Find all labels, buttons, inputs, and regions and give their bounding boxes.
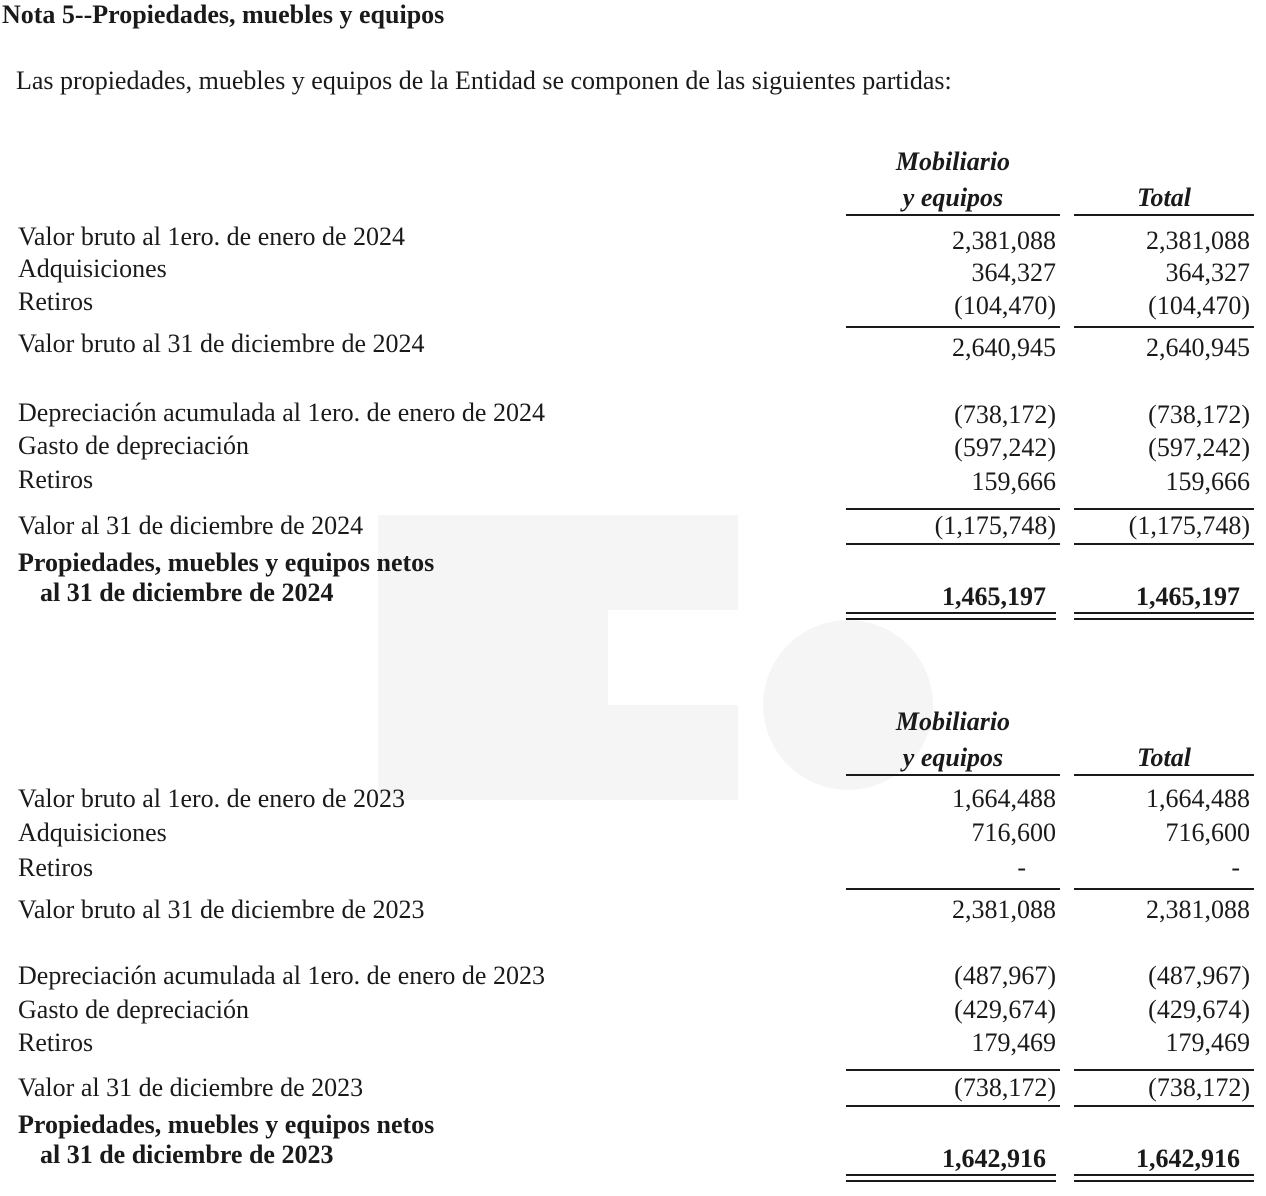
double-underline [846, 612, 1056, 620]
table-row: Retiros 179,469 179,469 [18, 1028, 1250, 1057]
column-header-mobiliario: Mobiliario y equipos [895, 147, 1011, 212]
column-header-total: Total [1137, 743, 1191, 772]
table-row: Adquisiciones 716,600 716,600 [18, 818, 1250, 847]
table-row: Depreciación acumulada al 1ero. de enero de 2023 (487,967) (487,967) [18, 961, 1250, 990]
double-underline [1074, 1174, 1254, 1182]
subtotal-line [1074, 888, 1254, 890]
note-intro: Las propiedades, muebles y equipos de la Entidad se componen de las siguientes partidas: [16, 66, 952, 95]
header-underline [846, 214, 1060, 216]
subtotal-line [1074, 543, 1254, 545]
subtotal-line [846, 543, 1060, 545]
double-underline [846, 1174, 1056, 1182]
table-row: Depreciación acumulada al 1ero. de enero de 2024 (738,172) (738,172) [18, 398, 1250, 429]
net-total-row: 1,465,197 1,465,197 [942, 582, 1240, 611]
table-row: Valor bruto al 1ero. de enero de 2024 2,381,088 2,381,088 [18, 222, 1250, 255]
subtotal-line [846, 1105, 1060, 1107]
double-underline [1074, 612, 1254, 620]
table-row: Gasto de depreciación (429,674) (429,674) [18, 995, 1250, 1024]
table-row: Gasto de depreciación (597,242) (597,242) [18, 431, 1250, 462]
table-row: Retiros - - [18, 853, 1240, 882]
subtotal-line [1074, 1105, 1254, 1107]
table-row: Valor al 31 de diciembre de 2023 (738,172) (738,172) [18, 1073, 1250, 1102]
table-row: Valor bruto al 1ero. de enero de 2023 1,664,488 1,664,488 [18, 784, 1250, 813]
table-row: Retiros 159,666 159,666 [18, 465, 1250, 496]
table-row: Valor al 31 de diciembre de 2024 (1,175,748) (1,175,748) [18, 511, 1250, 540]
column-header-mobiliario: Mobiliario y equipos [895, 707, 1011, 772]
header-underline [1074, 214, 1254, 216]
table-row: Valor bruto al 31 de diciembre de 2024 2,640,945 2,640,945 [18, 329, 1250, 362]
column-header-total: Total [1137, 183, 1191, 212]
header-underline [1074, 774, 1254, 776]
net-total-label: Propiedades, muebles y equipos netos al 31 de diciembre de 2024 [18, 548, 435, 607]
note-title: Nota 5--Propiedades, muebles y equipos [2, 0, 445, 29]
net-total-row: 1,642,916 1,642,916 [942, 1144, 1240, 1173]
table-row: Adquisiciones 364,327 364,327 [18, 254, 1250, 287]
table-row: Valor bruto al 31 de diciembre de 2023 2,381,088 2,381,088 [18, 895, 1250, 924]
header-underline [846, 774, 1060, 776]
net-total-label: Propiedades, muebles y equipos netos al 31 de diciembre de 2023 [18, 1110, 435, 1169]
table-row: Retiros (104,470) (104,470) [18, 287, 1250, 320]
subtotal-line [846, 888, 1060, 890]
